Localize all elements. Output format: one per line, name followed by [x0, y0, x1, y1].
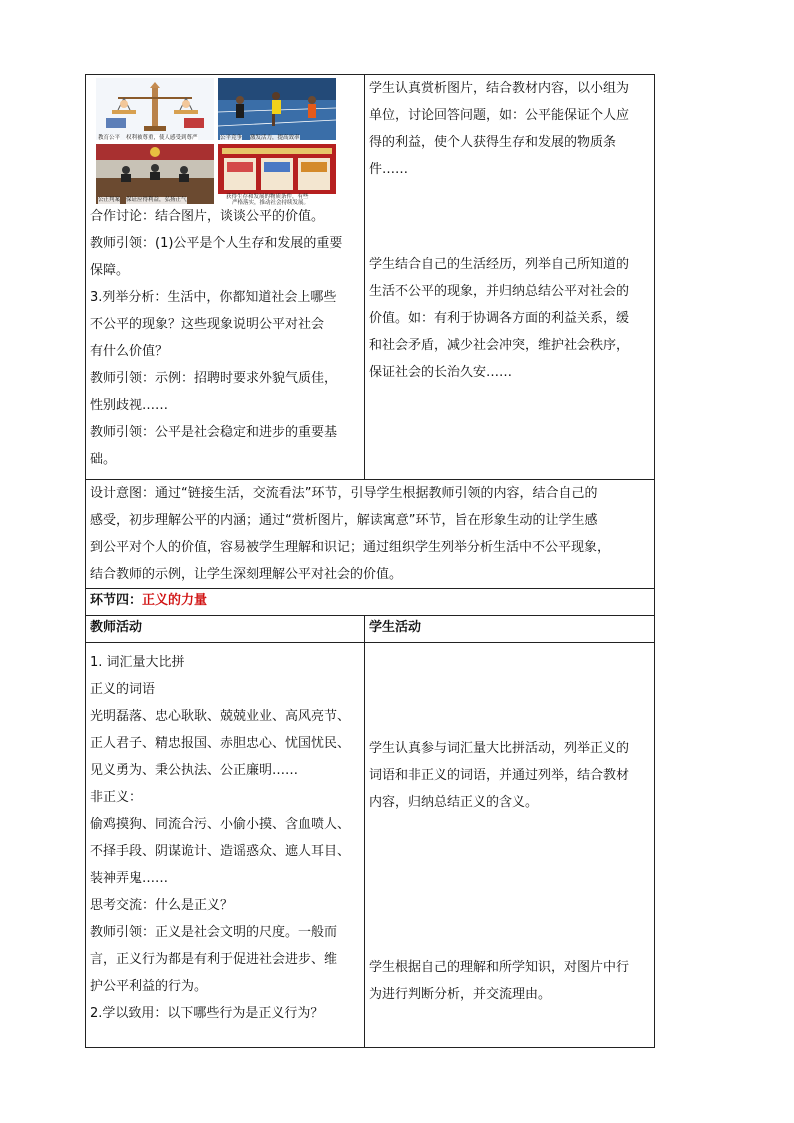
text-line: 学生认真赏析图片，结合教材内容，以小组为: [369, 81, 630, 96]
poster-board-image: [218, 144, 336, 194]
header-teacher-activity: 教师活动: [86, 616, 365, 643]
illustration-collage: [90, 78, 350, 206]
text-line: 保障。: [90, 263, 130, 278]
caption-material-conditions: 获得生存和发展的物质条件，有些: [226, 194, 309, 200]
text-line: 教师引领：正义是社会文明的尺度。一般而: [90, 925, 338, 940]
student-text-justice-bottom: [369, 954, 650, 1008]
text-line: 和社会矛盾，减少社会冲突，维护社会秩序，: [369, 338, 630, 353]
text-line: 件……: [369, 162, 409, 177]
text-line: 正义的词语: [90, 682, 156, 697]
teacher-cell-justice: [86, 643, 365, 1048]
text-line: 不公平的现象？这些现象说明公平对社会: [90, 317, 325, 332]
row-fairness-value: [86, 75, 655, 480]
text-line: 合作讨论：结合图片，谈谈公平的价值。: [90, 209, 325, 224]
text-line: 非正义：: [90, 790, 143, 805]
text-line: 结合教师的示例，让学生深刻理解公平对社会的价值。: [90, 567, 403, 582]
text-line: 正人君子、精忠报国、赤胆忠心、忧国忧民、: [90, 736, 351, 751]
court-photo-image: [96, 144, 214, 204]
row-design-intent: [86, 480, 655, 589]
teacher-cell-fairness: [86, 75, 365, 480]
document-page: [85, 74, 654, 1048]
lesson-plan-table: [85, 74, 655, 1048]
text-line: 3.列举分析：生活中，你都知道社会上哪些: [90, 290, 337, 305]
text-line: 价值。如：有利于协调各方面的利益关系，缓: [369, 311, 630, 326]
caption-vitality: 激发活力，提高效率: [250, 135, 300, 141]
scale-cartoon-image: [96, 78, 214, 140]
text-line: 有什么价值？: [90, 344, 169, 359]
text-line: 1. 词汇量大比拼: [90, 655, 185, 670]
text-line: 学生结合自己的生活经历，列举自己所知道的: [369, 257, 630, 272]
section-heading-cell: [86, 589, 655, 616]
student-cell-justice: [365, 643, 655, 1048]
text-line: 内容，归纳总结正义的含义。: [369, 795, 539, 810]
caption-education-fairness: 教育公平: [98, 135, 121, 141]
student-cell-fairness: [365, 75, 655, 480]
section-prefix: 环节四：: [90, 593, 143, 608]
student-text-fairness-top: [369, 75, 650, 183]
caption-fair-competition: 公平竞争: [220, 135, 243, 141]
row-justice-power: [86, 643, 655, 1048]
text-line: 教师引领：示例：招聘时要求外貌气质佳，: [90, 371, 338, 386]
row-section-heading: [86, 589, 655, 616]
text-line: 偷鸡摸狗、同流合污、小偷小摸、含血喷人、: [90, 817, 351, 832]
row-column-headers: [86, 616, 655, 643]
text-line: 护公平利益的行为。: [90, 979, 208, 994]
text-line: 学生根据自己的理解和所学知识，对图片中行: [369, 960, 630, 975]
text-line: 单位，讨论回答问题，如：公平能保证个人应: [369, 108, 630, 123]
header-student-activity: 学生活动: [365, 616, 655, 643]
text-line: 光明磊落、忠心耿耿、兢兢业业、高风亮节、: [90, 709, 351, 724]
section-title: 正义的力量: [142, 593, 208, 608]
text-line: 装神弄鬼……: [90, 871, 169, 886]
race-photo-image: [218, 78, 336, 140]
text-line: 设计意图：通过“链接生活，交流看法”环节，引导学生根据教师引领的内容，结合自己的: [90, 486, 598, 501]
text-line: 到公平对个人的价值，容易被学生理解和识记；通过组织学生列举分析生活中不公平现象，: [90, 540, 611, 555]
teacher-text-fairness: [90, 203, 360, 473]
design-intent-cell: [86, 480, 655, 589]
text-line: 得的利益，使个人获得生存和发展的物质条: [369, 135, 617, 150]
text-line: 础。: [90, 452, 117, 467]
caption-fair-trial: 公正判案: [98, 197, 121, 203]
text-line: 不择手段、阴谋诡计、造谣惑众、遮人耳目、: [90, 844, 351, 859]
student-text-justice-top: [369, 735, 650, 816]
caption-sustainable-development: 严格落实，推动社会持续发展。: [232, 200, 310, 206]
text-line: 生活不公平的现象，并归纳总结公平对社会的: [369, 284, 630, 299]
text-line: 学生认真参与词汇量大比拼活动，列举正义的: [369, 741, 630, 756]
text-line: 为进行判断分析，并交流理由。: [369, 987, 552, 1002]
caption-uphold-justice: 保证应得利益，弘扬正气: [126, 197, 187, 203]
text-line: 词语和非正义的词语，并通过列举，结合教材: [369, 768, 630, 783]
text-line: 教师引领：公平是社会稳定和进步的重要基: [90, 425, 338, 440]
text-line: 教师引领：(1)公平是个人生存和发展的重要: [90, 236, 343, 251]
text-line: 保证社会的长治久安……: [369, 365, 513, 380]
text-line: 性别歧视……: [90, 398, 169, 413]
text-line: 言，正义行为都是有利于促进社会进步、维: [90, 952, 338, 967]
text-line: 2.学以致用：以下哪些行为是正义行为？: [90, 1006, 324, 1021]
text-line: 见义勇为、秉公执法、公正廉明……: [90, 763, 299, 778]
caption-respect: 权利被尊重，使人感受到尊严: [126, 135, 198, 141]
student-text-fairness-bottom: [369, 251, 650, 386]
text-line: 思考交流：什么是正义？: [90, 898, 234, 913]
text-line: 感受，初步理解公平的内涵；通过“赏析图片，解读寓意”环节，旨在形象生动的让学生感: [90, 513, 598, 528]
